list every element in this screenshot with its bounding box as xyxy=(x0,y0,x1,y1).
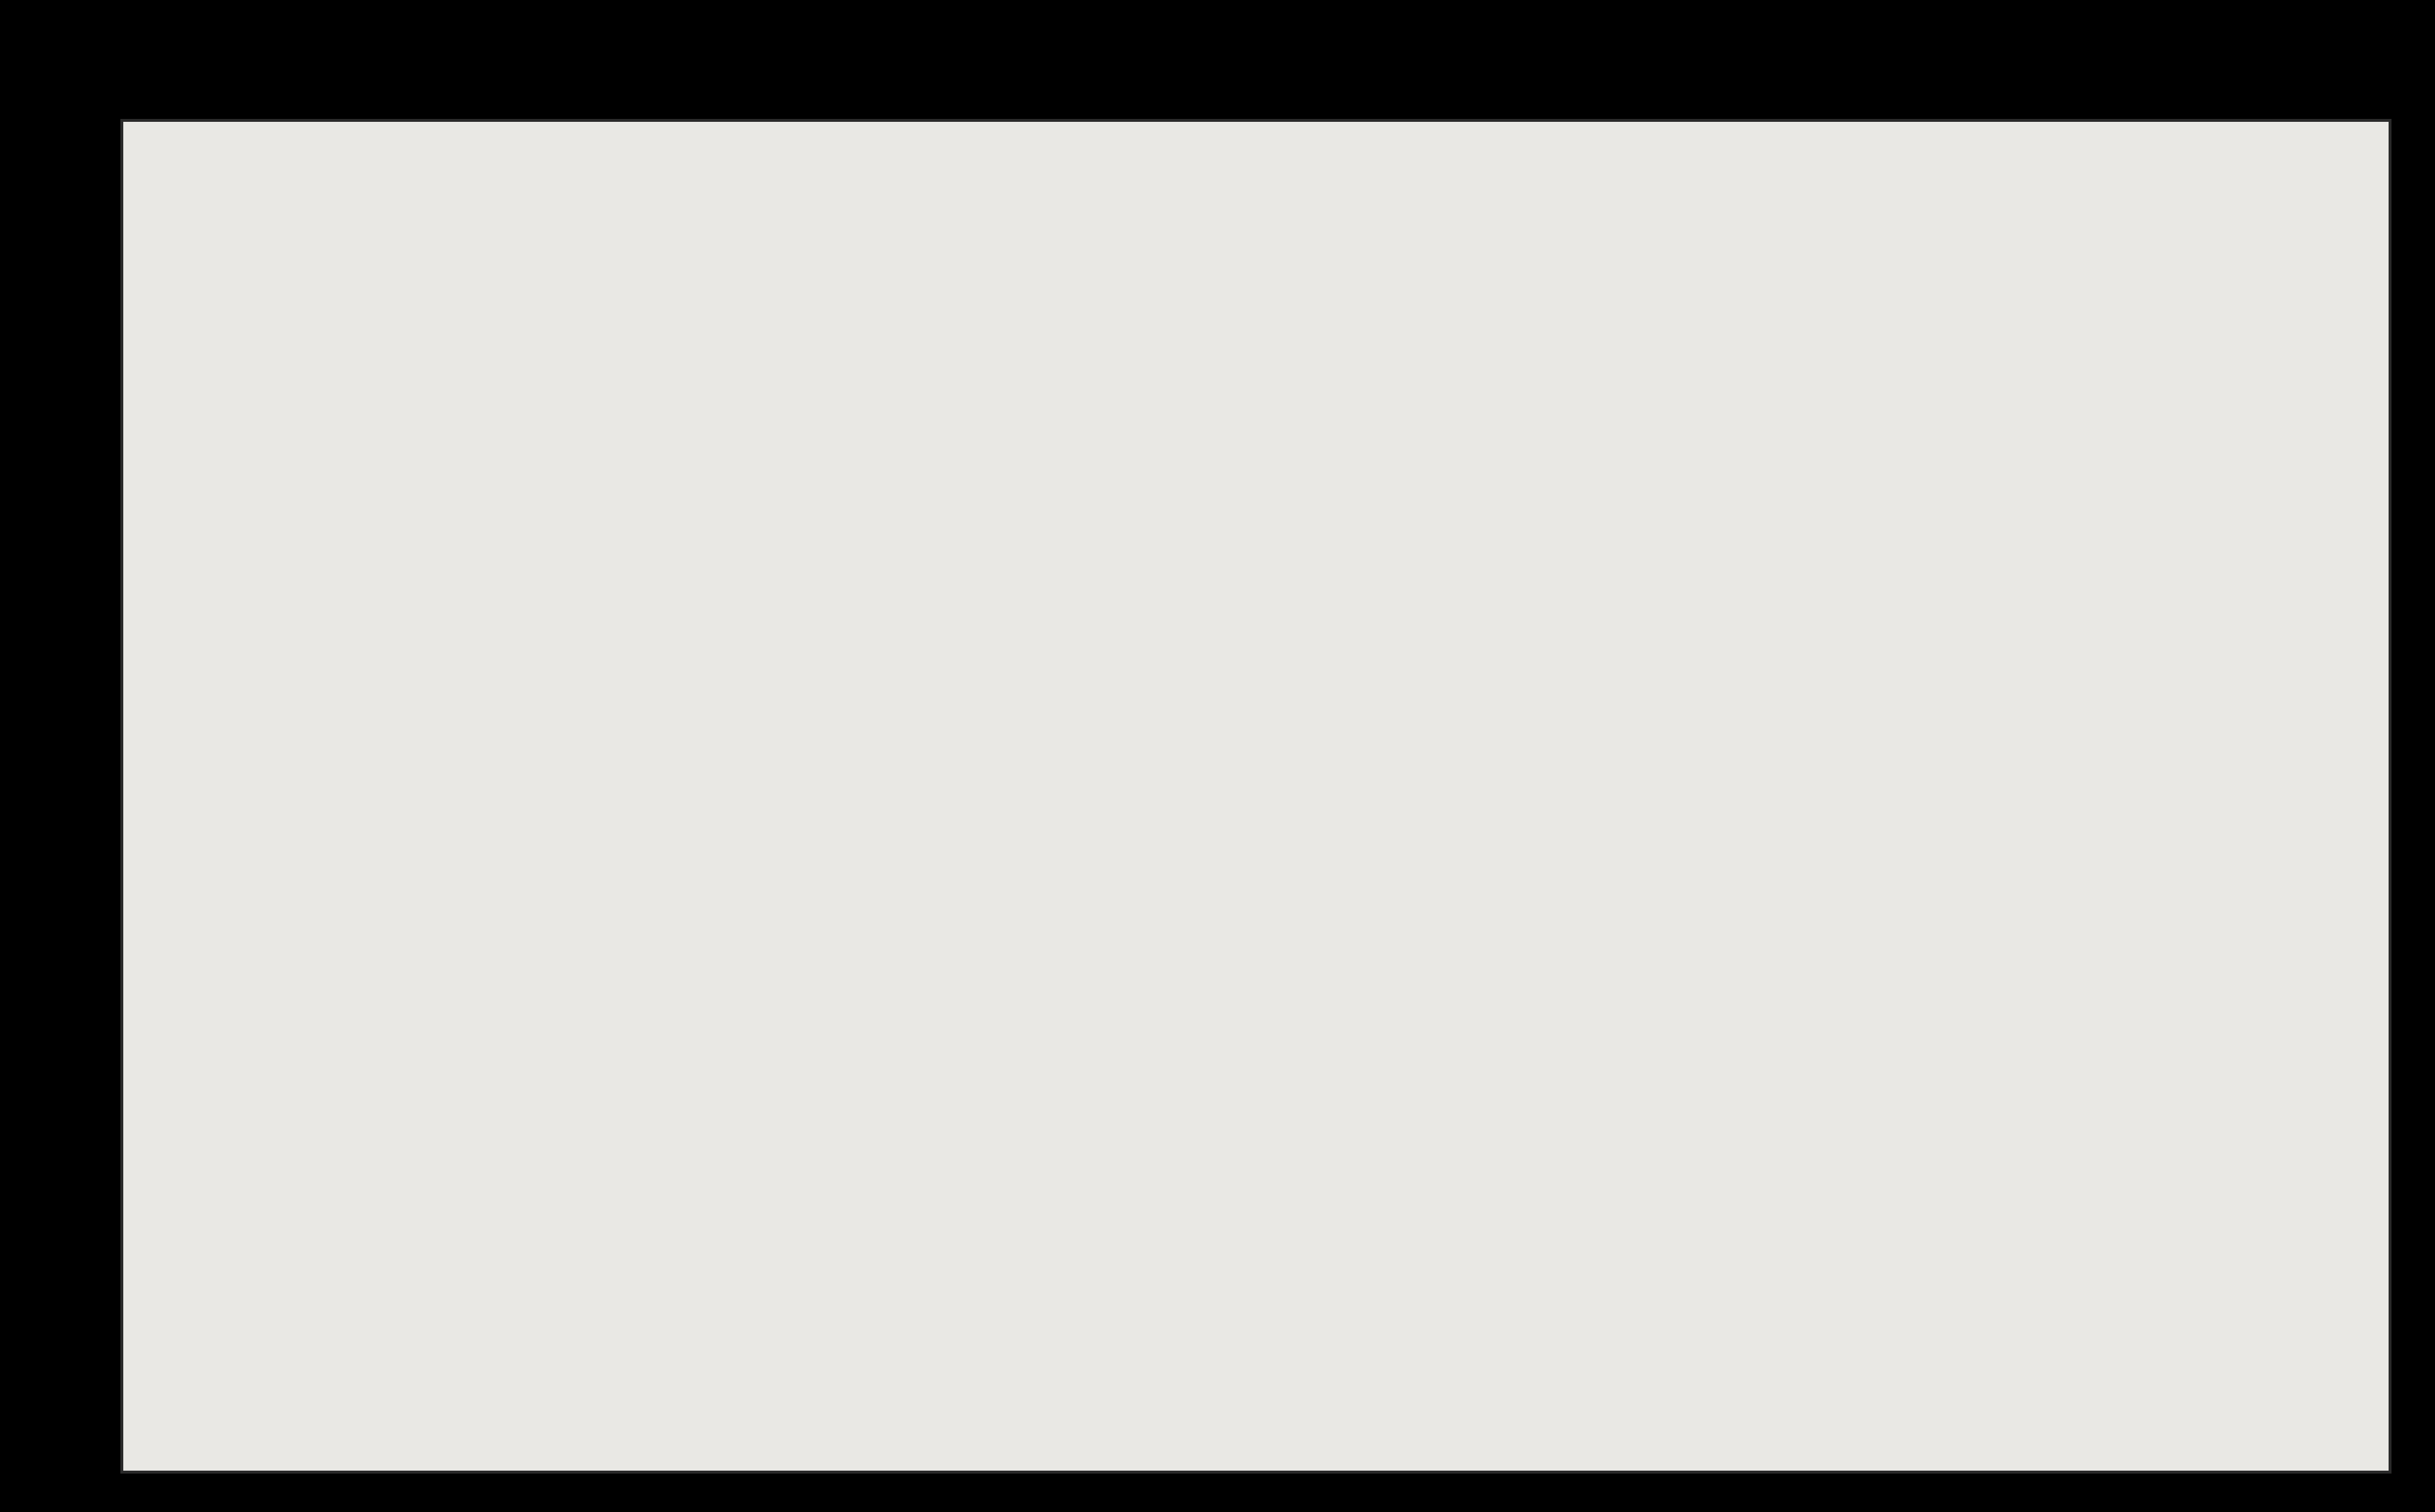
census-card xyxy=(120,119,2391,1474)
